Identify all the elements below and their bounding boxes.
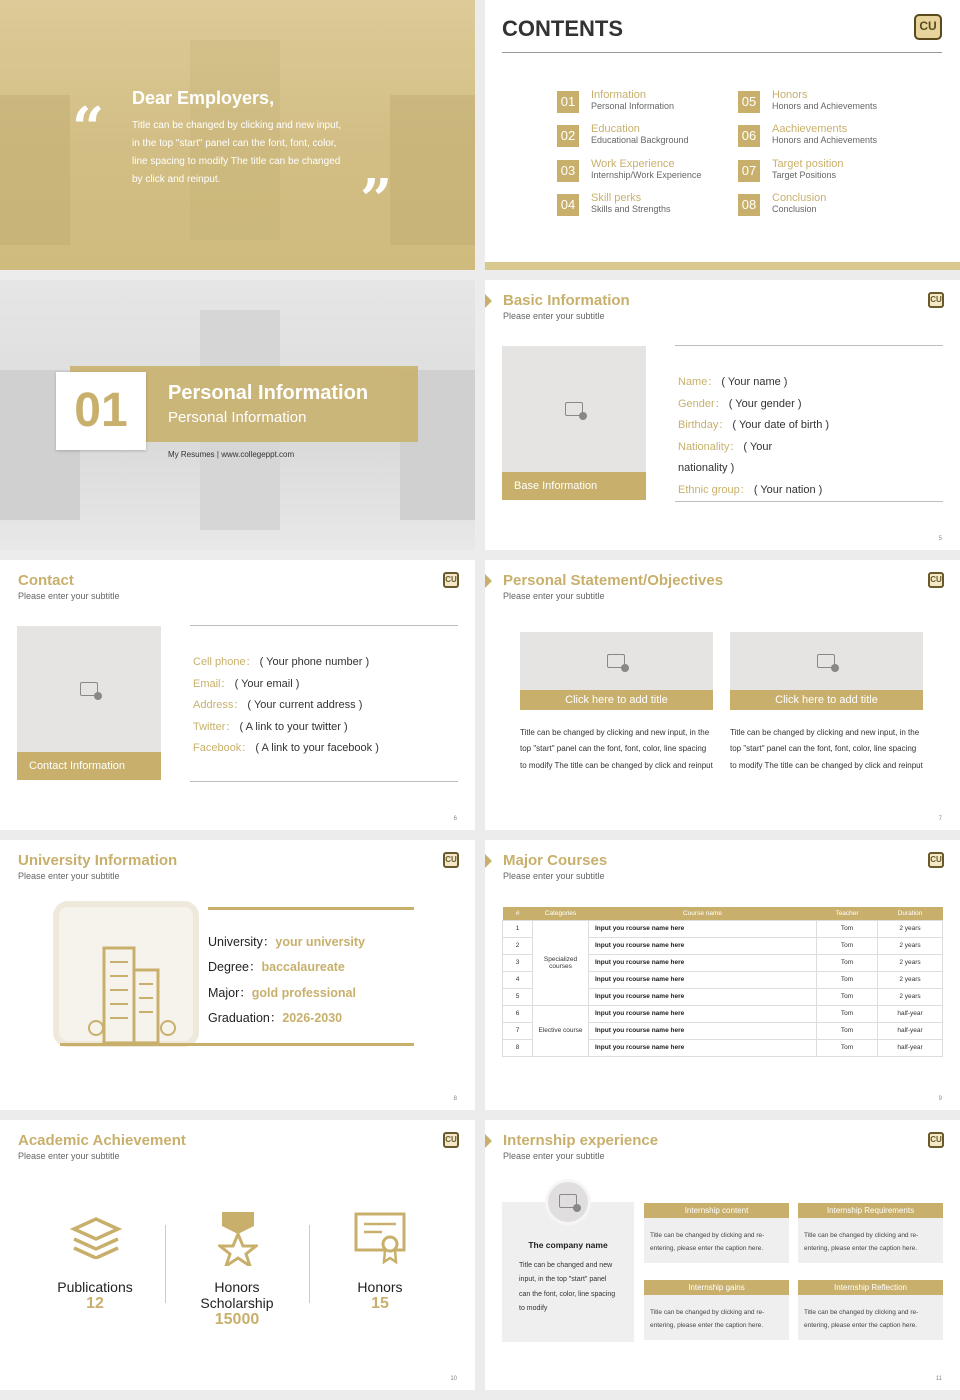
achievement-label: Honors Scholarship	[200, 1279, 274, 1311]
divider-bottom	[190, 781, 458, 782]
info-row	[678, 372, 829, 394]
cell-num: 3	[503, 954, 533, 971]
slide-internship-experience[interactable]	[485, 1120, 960, 1390]
university-key: Degree：	[208, 960, 262, 975]
slide-title: Basic Information	[503, 292, 630, 309]
box-header: Internship Reflection	[798, 1280, 943, 1295]
info-key: Ethnic group：	[678, 483, 751, 496]
cell-teacher: Tom	[817, 971, 878, 988]
contents-title: CONTENTS	[502, 16, 623, 41]
contents-footer-bar	[485, 262, 960, 270]
image-icon	[607, 654, 625, 668]
box-header: Internship gains	[644, 1280, 789, 1295]
achievement-publications	[35, 1279, 155, 1313]
cell-num: 1	[503, 920, 533, 937]
toc-item-3[interactable]	[557, 157, 737, 185]
contact-list	[193, 652, 379, 760]
cell-course: Input you rcourse name here	[589, 1005, 817, 1022]
toc-num: 02	[557, 125, 579, 147]
toc-sub: Target Positions	[772, 170, 837, 180]
title-marker	[485, 294, 492, 308]
cell-course: Input you rcourse name here	[589, 971, 817, 988]
achievement-label: Honors	[357, 1279, 403, 1295]
university-key: University：	[208, 935, 276, 949]
page-number: 11	[935, 1376, 942, 1382]
slide-academic-achievement[interactable]	[0, 1120, 475, 1390]
box-body: Title can be changed by clicking and re-entering, please enter the caption here.	[644, 1295, 789, 1340]
contact-value: ( Your current address )	[247, 699, 363, 712]
section-footer: My Resumes | www.collegeppt.com	[168, 450, 295, 459]
page-number: 7	[938, 816, 942, 822]
box-body: Title can be changed by clicking and re-entering, please enter the caption here.	[798, 1218, 943, 1263]
cell-course: Input you rcourse name here	[589, 920, 817, 937]
university-value: gold professional	[251, 985, 356, 1000]
slide-title: Contact	[18, 572, 74, 589]
slide-title: University Information	[18, 852, 178, 869]
info-row	[678, 480, 829, 502]
toc-title: Information	[591, 89, 647, 101]
toc-title: Work Experience	[591, 158, 675, 170]
card-text: Title can be changed by clicking and new input, in the top "start" panel can the font, font, color, line spacing to modify The title can be changed by click and reinput	[730, 728, 923, 770]
image-icon	[80, 682, 98, 696]
toc-num: 01	[557, 91, 579, 113]
contact-row	[193, 674, 379, 696]
image-icon	[817, 654, 835, 668]
slide-subtitle: Please enter your subtitle	[18, 1151, 120, 1161]
cell-category: Specialized courses	[533, 920, 589, 1005]
photo-caption: Contact Information	[17, 752, 161, 780]
info-value: ( Your nation )	[753, 483, 823, 496]
toc-sub: Internship/Work Experience	[591, 170, 702, 180]
table-row	[503, 1005, 943, 1022]
cell-num: 4	[503, 971, 533, 988]
contact-value: ( A link to your twitter )	[239, 720, 348, 733]
university-row	[208, 1006, 365, 1031]
toc-item-8[interactable]	[738, 191, 918, 219]
cell-duration: half-year	[878, 1005, 943, 1022]
toc-title: Education	[591, 123, 640, 135]
university-list	[208, 930, 365, 1031]
toc-item-4[interactable]	[557, 191, 737, 219]
cell-num: 7	[503, 1022, 533, 1039]
info-row	[678, 415, 829, 437]
box-body: Title can be changed by clicking and re-entering, please enter the caption here.	[798, 1295, 943, 1340]
slide-subtitle: Please enter your subtitle	[503, 591, 605, 601]
contact-key: Cell phone：	[193, 656, 257, 668]
page-number: 5	[938, 536, 942, 542]
contact-value: ( Your email )	[234, 677, 300, 690]
close-quote-icon: ”	[360, 167, 393, 233]
medal-icon	[218, 1212, 258, 1266]
divider-bottom	[675, 501, 943, 502]
university-building-icon	[52, 900, 202, 1050]
slide-title: Academic Achievement	[18, 1132, 186, 1149]
achievement-value: 12	[86, 1295, 104, 1312]
certificate-icon	[354, 1212, 406, 1264]
cell-course: Input you rcourse name here	[589, 937, 817, 954]
contact-row	[193, 738, 379, 760]
card-text: Title can be changed by clicking and new input, in the top "start" panel can the font, font, color, line spacing to modify The title can be changed by click and reinput	[520, 728, 713, 770]
table-header: Categories	[533, 907, 589, 920]
title-marker	[485, 854, 492, 868]
toc-num: 06	[738, 125, 760, 147]
cell-course: Input you rcourse name here	[589, 1022, 817, 1039]
achievement-honors	[320, 1279, 440, 1313]
table-header-row	[503, 907, 943, 920]
logo-icon: CU	[443, 572, 459, 588]
slide-university-information[interactable]	[0, 840, 475, 1110]
logo-icon: CU	[928, 572, 944, 588]
university-value: your university	[275, 935, 365, 949]
section-subtitle: Personal Information	[168, 409, 307, 426]
section-number: 01	[56, 372, 146, 450]
slide-subtitle: Please enter your subtitle	[18, 591, 120, 601]
toc-title: Aachievements	[772, 123, 848, 135]
toc-item-2[interactable]	[557, 122, 737, 150]
achievement-value: 15000	[214, 1311, 260, 1328]
university-key: Graduation：	[208, 1010, 283, 1025]
cell-duration: 2 years	[878, 954, 943, 971]
university-key: Major：	[208, 985, 252, 1000]
cell-num: 6	[503, 1005, 533, 1022]
cell-duration: 2 years	[878, 937, 943, 954]
page-number: 10	[450, 1376, 457, 1382]
university-row	[208, 955, 365, 980]
cell-teacher: Tom	[817, 954, 878, 971]
title-marker	[485, 1134, 492, 1148]
toc-title: Honors	[772, 89, 808, 101]
page-number: 6	[453, 816, 457, 822]
toc-item-1[interactable]	[557, 88, 737, 116]
achievement-label: Publications	[57, 1279, 133, 1295]
info-row	[678, 394, 829, 416]
logo-icon: CU	[914, 14, 942, 40]
contact-row	[193, 695, 379, 717]
slide-title: Personal Statement/Objectives	[503, 572, 724, 589]
info-value: ( Your name )	[721, 376, 788, 388]
info-value: nationality )	[678, 462, 735, 475]
toc-sub: Personal Information	[591, 101, 675, 111]
toc-item-5[interactable]	[738, 88, 918, 116]
toc-item-7[interactable]	[738, 157, 918, 185]
slide-major-courses[interactable]	[485, 840, 960, 1110]
contact-value: ( Your phone number )	[259, 656, 370, 668]
divider-bottom	[60, 1043, 414, 1046]
company-text: Title can be changed and new input, in the top "start" panel can the font, color, line spacing to modify	[519, 1262, 616, 1313]
info-key: Nationality：	[678, 440, 741, 453]
university-row	[208, 981, 365, 1006]
cell-teacher: Tom	[817, 1039, 878, 1056]
logo-icon: CU	[443, 1132, 459, 1148]
cell-teacher: Tom	[817, 937, 878, 954]
info-row	[678, 458, 829, 480]
courses-table	[502, 907, 943, 1057]
logo-icon: CU	[928, 292, 944, 308]
contact-key: Facebook：	[193, 742, 253, 755]
cover-text: Title can be changed by clicking and new input, in the top "start" panel can the font, font, color, line spacing to modify The title can be changed by click and reinput.	[132, 120, 342, 185]
cell-duration: 2 years	[878, 920, 943, 937]
cell-num: 2	[503, 937, 533, 954]
toc-title: Target position	[772, 158, 844, 170]
slide-subtitle: Please enter your subtitle	[503, 311, 605, 321]
table-row	[503, 920, 943, 937]
table-header: Course name	[589, 907, 817, 920]
cell-category: Elective course	[533, 1005, 589, 1056]
cell-course: Input you rcourse name here	[589, 1039, 817, 1056]
info-value: ( Your	[743, 440, 773, 453]
slide-basic-information[interactable]	[485, 280, 960, 550]
page-number: 8	[453, 1096, 457, 1102]
box-body: Title can be changed by clicking and re-entering, please enter the caption here.	[644, 1218, 789, 1263]
cell-course: Input you rcourse name here	[589, 954, 817, 971]
image-icon	[559, 1194, 577, 1208]
card-caption[interactable]: Click here to add title	[520, 690, 713, 710]
cell-teacher: Tom	[817, 1005, 878, 1022]
slide-title: Internship experience	[503, 1132, 659, 1149]
cell-teacher: Tom	[817, 988, 878, 1005]
info-value: ( Your gender )	[728, 397, 802, 410]
toc-num: 04	[557, 194, 579, 216]
toc-sub: Honors and Achievements	[772, 101, 878, 111]
box-header: Internship Requirements	[798, 1203, 943, 1218]
university-value: 2026-2030	[282, 1010, 343, 1025]
logo-icon: CU	[928, 852, 944, 868]
toc-title: Conclusion	[772, 192, 827, 204]
info-value: ( Your date of birth )	[732, 419, 830, 432]
table-header: Duration	[878, 907, 943, 920]
cell-course: Input you rcourse name here	[589, 988, 817, 1005]
contact-key: Email：	[193, 677, 232, 690]
contact-value: ( A link to your facebook )	[255, 742, 379, 755]
cell-duration: half-year	[878, 1039, 943, 1056]
cell-num: 5	[503, 988, 533, 1005]
table-header: Teacher	[817, 907, 878, 920]
info-row	[678, 437, 829, 459]
divider-top	[190, 625, 458, 626]
slide-contents[interactable]	[485, 0, 960, 270]
contact-row	[193, 652, 379, 674]
slide-cover[interactable]	[0, 0, 475, 270]
toc-num: 08	[738, 194, 760, 216]
building-left	[0, 95, 70, 245]
slide-section-divider[interactable]	[0, 280, 475, 550]
cell-teacher: Tom	[817, 920, 878, 937]
cell-duration: 2 years	[878, 988, 943, 1005]
page-number: 9	[938, 1096, 942, 1102]
contact-key: Address：	[193, 699, 245, 712]
photo-caption: Base Information	[502, 472, 646, 500]
contact-row	[193, 717, 379, 739]
toc-title: Skill perks	[591, 192, 642, 204]
title-marker	[485, 574, 492, 588]
open-quote-icon: “	[72, 95, 105, 161]
info-key: Gender：	[678, 397, 726, 410]
slide-subtitle: Please enter your subtitle	[503, 871, 605, 881]
cell-num: 8	[503, 1039, 533, 1056]
box-header: Internship content	[644, 1203, 789, 1218]
logo-icon: CU	[443, 852, 459, 868]
slide-personal-statement[interactable]	[485, 560, 960, 830]
toc-num: 07	[738, 160, 760, 182]
divider-top	[208, 907, 414, 910]
achievement-scholarship	[177, 1279, 297, 1329]
info-key: Birthday：	[678, 419, 730, 432]
slide-contact[interactable]	[0, 560, 475, 830]
slide-subtitle: Please enter your subtitle	[18, 871, 120, 881]
cell-duration: half-year	[878, 1022, 943, 1039]
cell-teacher: Tom	[817, 1022, 878, 1039]
toc-sub: Educational Background	[591, 135, 689, 145]
toc-num: 03	[557, 160, 579, 182]
toc-sub: Conclusion	[772, 204, 817, 214]
slide-subtitle: Please enter your subtitle	[503, 1151, 605, 1161]
university-value: baccalaureate	[261, 960, 345, 975]
slide-title: Major Courses	[503, 852, 608, 869]
section-title: Personal Information	[168, 382, 369, 404]
books-icon	[70, 1215, 122, 1259]
company-name: The company name	[528, 1240, 608, 1250]
divider	[165, 1225, 166, 1303]
basic-info-list	[678, 372, 829, 502]
university-row	[208, 930, 365, 955]
divider-top	[675, 345, 943, 346]
contact-key: Twitter：	[193, 720, 237, 733]
toc-sub: Skills and Strengths	[591, 204, 671, 214]
image-icon	[565, 402, 583, 416]
divider	[309, 1225, 310, 1303]
toc-item-6[interactable]	[738, 122, 918, 150]
building-right	[390, 95, 475, 245]
info-key: Name：	[678, 376, 719, 388]
table-header: #	[503, 907, 533, 920]
card-caption[interactable]: Click here to add title	[730, 690, 923, 710]
toc-sub: Honors and Achievements	[772, 135, 878, 145]
cell-duration: 2 years	[878, 971, 943, 988]
cover-title: Dear Employers,	[132, 88, 275, 108]
logo-icon: CU	[928, 1132, 944, 1148]
toc-num: 05	[738, 91, 760, 113]
contents-divider	[502, 52, 942, 53]
achievement-value: 15	[371, 1295, 389, 1312]
